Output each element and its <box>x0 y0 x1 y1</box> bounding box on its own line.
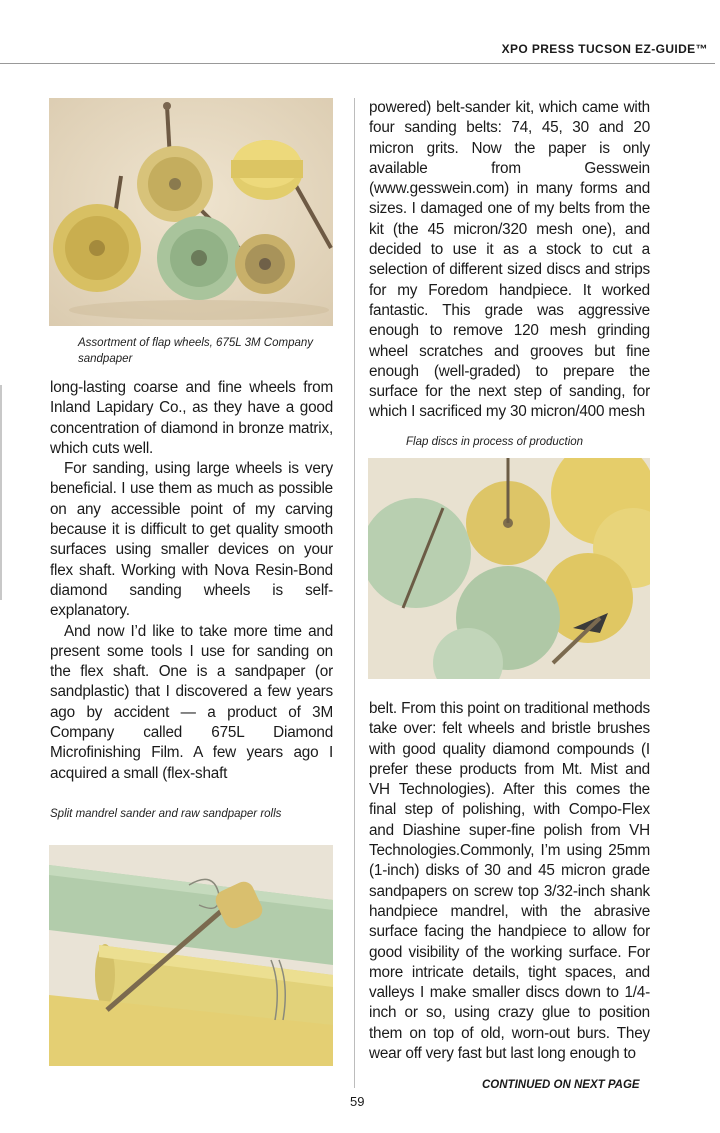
page-edge-mark <box>0 385 2 600</box>
page-number: 59 <box>350 1094 365 1109</box>
paragraph: long-lasting coarse and fine wheels from Inland Lapidary Co., as they have a good concentration of diamond in bronze matrix, which cuts well. <box>50 379 333 457</box>
paragraph: belt. From this point on traditional methods take over: felt wheels and bristle brushes with good quality diamond compounds (I prefer these products from Mt. Mist and VH Technologies). After this comes the final step of polishing, with Compo-Flex and Diashine super-fine polish from VH Technologies.Commonly, I’m using 25mm (1-inch) disks of 30 and 45 micron grade sandpapers on screw top 3/32-inch shank handpiece mandrel, with the abrasive surface facing the handpiece to allow for good visibility of the working surface. For more intricate details, tight spaces, and valleys I make smaller discs down to 1/4-inch or so, using crazy glue to position them on top of old, worn-out burs. They wear off very fast but last long enough to <box>369 700 650 1063</box>
right-column-text-bottom <box>369 699 650 1064</box>
column-divider <box>354 98 355 1088</box>
continued-notice: CONTINUED ON NEXT PAGE <box>482 1079 640 1091</box>
right-column-text-top <box>369 98 650 423</box>
flap-wheels-photo <box>49 98 333 326</box>
left-column-text <box>50 378 333 784</box>
paragraph: And now I’d like to take more time and present some tools I use for sanding on the flex shaft. One is a sandpaper (or sandplastic) that I discovered a few years ago by accident — a product of 3M Company called 675L Diamond Microfinishing Film. A few years ago I acquired a small (flex-shaft <box>50 622 333 782</box>
photo-caption-flap-discs: Flap discs in process of production <box>406 436 584 448</box>
photo-caption-flap-wheels: Assortment of flap wheels, 675L 3M Company sandpaper <box>78 337 314 365</box>
photo-caption-split-mandrel: Split mandrel sander and raw sandpaper rolls <box>50 808 282 820</box>
running-header: XPO PRESS TUCSON EZ-GUIDE™ <box>501 42 708 56</box>
split-mandrel-photo <box>49 845 333 1066</box>
paragraph: For sanding, using large wheels is very beneficial. I use them as much as possible on any accessible point of my carving because it is difficult to get quality smooth surfaces using smaller devices on your flex shaft. Working with Nova Resin-Bond diamond sanding wheels is self-explanatory. <box>50 460 333 620</box>
paragraph: powered) belt-sander kit, which came with four sanding belts: 74, 45, 30 and 20 micron grits. Now the paper is only available from Gesswein (www.gesswein.com) in many forms and sizes. I damaged one of my belts from the kit (the 45 micron/320 mesh one), and decided to use it as a stock to cut a selection of different sized discs and strips for my Foredom handpiece. It worked fantastic. This grade was aggressive enough to remove 120 mesh grinding wheel scratches and grooves but fine enough (well-graded) to prepare the surface for the next step of sanding, for which I sacrificed my 30 micron/400 mesh <box>369 99 650 421</box>
flap-discs-photo <box>368 458 650 679</box>
header-rule <box>0 63 715 64</box>
